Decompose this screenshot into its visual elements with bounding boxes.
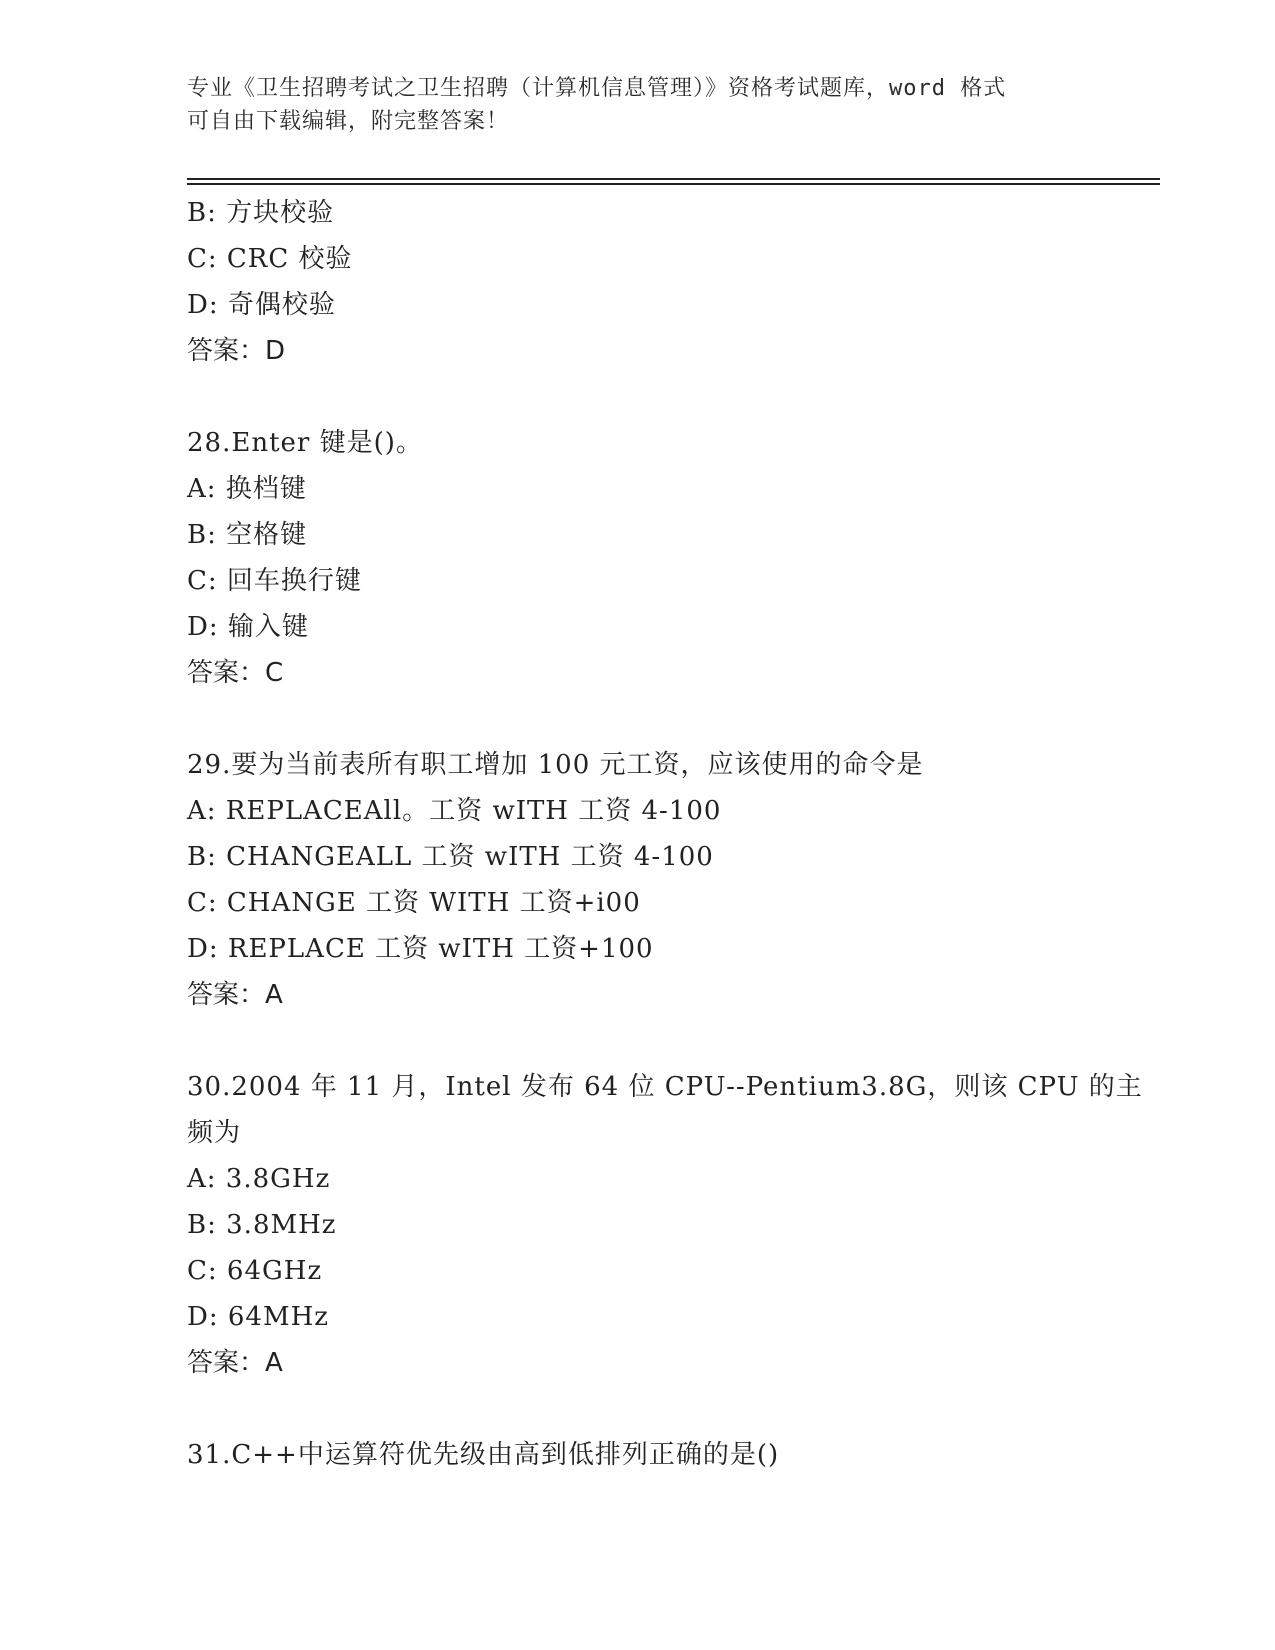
answer: 答案：C (187, 658, 284, 688)
header-line-1: 专业《卫生招聘考试之卫生招聘（计算机信息管理）》资格考试题库，word 格式 (187, 76, 1007, 101)
option-c: C: 回车换行键 (187, 566, 362, 596)
question-stem: 31.C++中运算符优先级由高到低排列正确的是() (187, 1440, 780, 1470)
document-header (187, 72, 1087, 138)
option-d: D: 64MHz (187, 1302, 329, 1332)
option-a: A: 3.8GHz (187, 1164, 331, 1194)
spacer (187, 1386, 1087, 1432)
option-c: C: 64GHz (187, 1256, 323, 1286)
spacer (187, 696, 1087, 742)
question-list (187, 190, 1143, 1478)
option-d: D: REPLACE 工资 wITH 工资+100 (187, 934, 654, 964)
question-29 (187, 742, 1087, 1018)
spacer (187, 1018, 1087, 1064)
question-stem: 30.2004 年 11 月，Intel 发布 64 位 CPU--Pentium3.8G，则该 CPU 的主 (187, 1072, 1143, 1102)
question-stem: 29.要为当前表所有职工增加 100 元工资，应该使用的命令是 (187, 750, 924, 780)
option-d: D: 奇偶校验 (187, 290, 336, 320)
answer: 答案：A (187, 980, 283, 1010)
header-line-2: 可自由下载编辑，附完整答案！ (187, 109, 510, 134)
option-b: B: 空格键 (187, 520, 308, 550)
question-31 (187, 1432, 1087, 1478)
option-a: A: REPLACEAll。工资 wITH 工资 4-100 (187, 796, 722, 826)
option-a: A: 换档键 (187, 474, 307, 504)
question-27-tail (187, 190, 1087, 374)
question-28 (187, 420, 1087, 696)
question-stem: 28.Enter 键是()。 (187, 428, 423, 458)
option-b: B: 3.8MHz (187, 1210, 337, 1240)
option-d: D: 输入键 (187, 612, 309, 642)
header-rule-top (187, 178, 1160, 180)
spacer (187, 374, 1087, 420)
option-b: B: CHANGEALL 工资 wITH 工资 4-100 (187, 842, 714, 872)
answer: 答案：A (187, 1348, 283, 1378)
option-c: C: CHANGE 工资 WITH 工资+i00 (187, 888, 641, 918)
option-c: C: CRC 校验 (187, 244, 353, 274)
answer: 答案：D (187, 336, 286, 366)
question-30 (187, 1064, 1143, 1386)
header-rule-bottom (187, 183, 1160, 185)
question-stem-continued: 频为 (187, 1118, 242, 1148)
option-b: B: 方块校验 (187, 198, 335, 228)
